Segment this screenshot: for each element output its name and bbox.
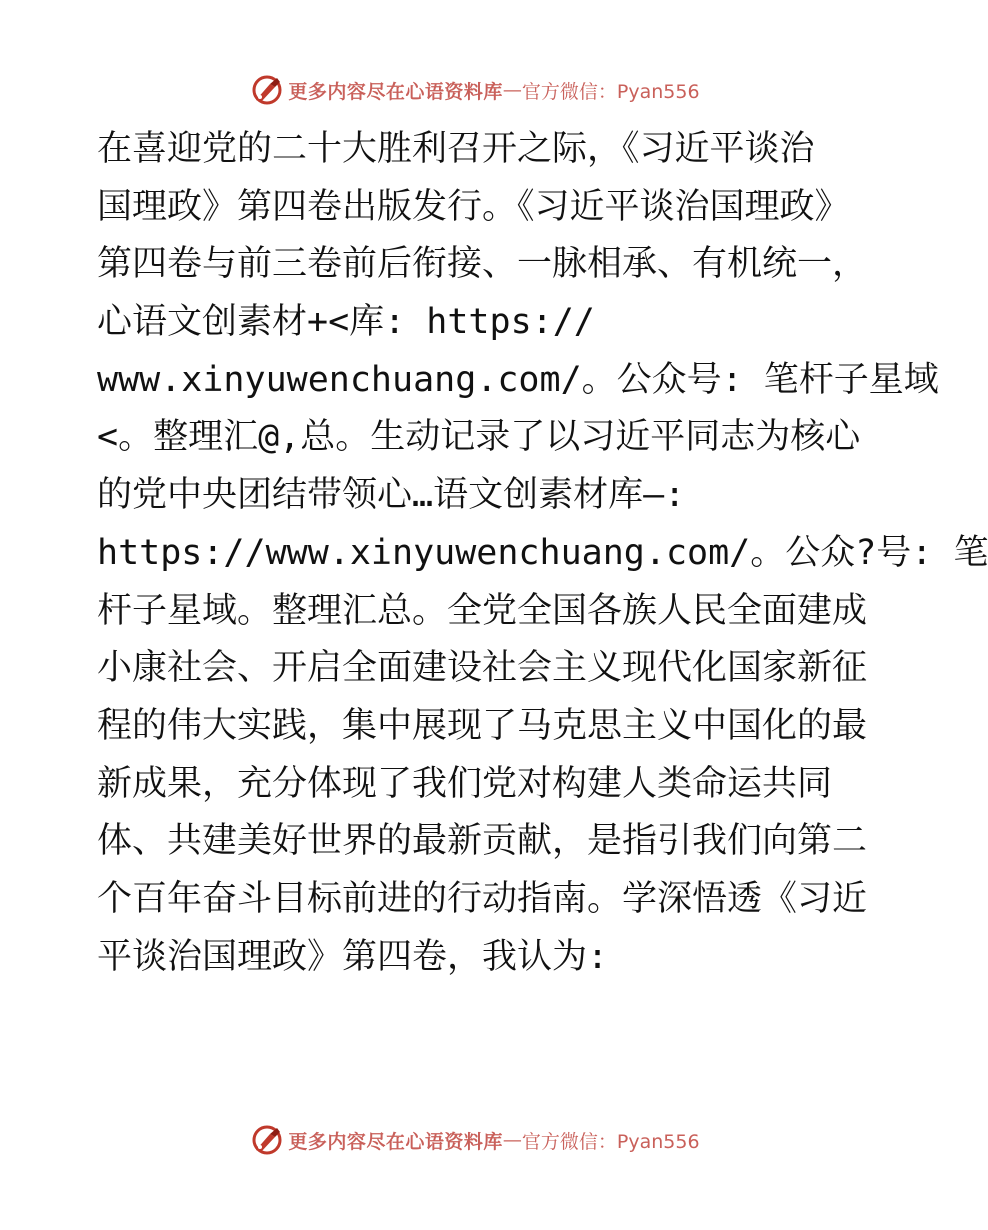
body-line: 小康社会、开启全面建设社会主义现代化国家新征 (97, 648, 868, 689)
body-line: 杆子星域。整理汇总。全党全国各族人民全面建成 (97, 590, 868, 631)
footer-banner (0, 1120, 950, 1160)
document-body (97, 121, 988, 986)
body-line: 在喜迎党的二十大胜利召开之际，《习近平谈治 (97, 129, 815, 169)
site-name: 更多内容尽在心语资料库 (288, 80, 503, 103)
body-line: 程的伟大实践，集中展现了马克思主义中国化的最 (97, 705, 868, 746)
pen-logo-icon (250, 1123, 284, 1157)
header-banner (0, 70, 950, 110)
body-line: 心语文创素材+<库: https:// (97, 302, 595, 343)
contact-info: 官方微信：Pyan556 (521, 1130, 700, 1153)
banner-separator: — (502, 1129, 522, 1151)
contact-info: 官方微信：Pyan556 (521, 80, 700, 103)
body-line: https://www.xinyuwenchuang.com/。公众?号: 笔 (97, 532, 988, 573)
body-line: 国理政》第四卷出版发行。《习近平谈治国理政》 (97, 186, 850, 227)
body-line: 的党中央团结带领心…语文创素材库—: (97, 475, 686, 516)
body-line: 个百年奋斗目标前进的行动指南。学深悟透《习近 (97, 878, 868, 919)
body-line: 平谈治国理政》第四卷，我认为: (97, 936, 609, 977)
site-name: 更多内容尽在心语资料库 (288, 1130, 503, 1153)
body-line: <。整理汇@,总。生动记录了以习近平同志为核心 (97, 417, 861, 458)
body-line: www.xinyuwenchuang.com/。公众号: 笔杆子星域 (97, 359, 939, 400)
body-line: 第四卷与前三卷前后衔接、一脉相承、有机统一， (97, 244, 868, 285)
body-line: 新成果，充分体现了我们党对构建人类命运共同 (97, 763, 833, 804)
banner-separator: — (502, 79, 522, 101)
pen-logo-icon (250, 73, 284, 107)
body-line: 体、共建美好世界的最新贡献，是指引我们向第二 (97, 821, 868, 862)
